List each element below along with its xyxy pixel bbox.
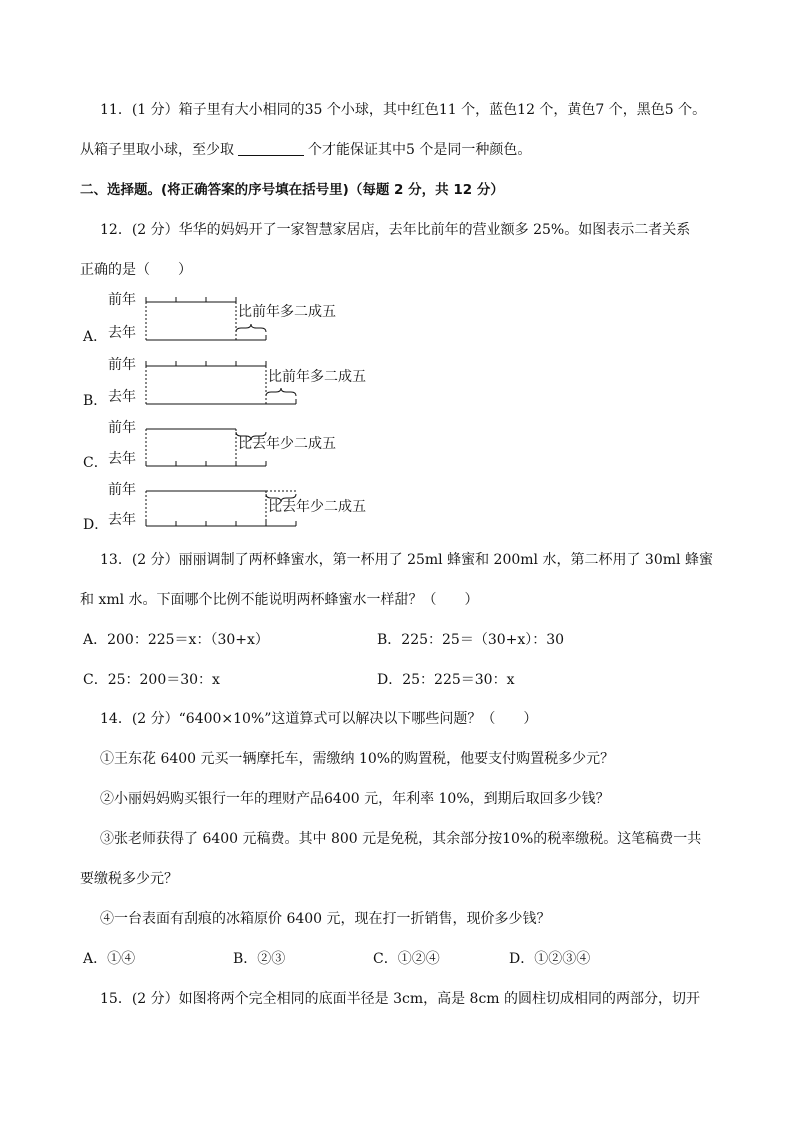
q12-option-b-note: 比前年多二成五 <box>268 369 366 385</box>
q13-line1: 13．(2 分）丽丽调制了两杯蜂蜜水，第一杯用了 25ml 蜂蜜和 200ml 水，第二杯用了 30ml 蜂蜜 <box>100 552 713 568</box>
q13-option-d[interactable]: D．25：225＝30：x <box>377 672 515 688</box>
q11-line2-end: 个才能保证其中5 个是同一种颜色。 <box>308 142 532 158</box>
q14-item2: ②小丽妈妈购买银行一年的理财产品6400 元，年利率 10%，到期后取回多少钱？ <box>100 791 610 807</box>
q11-line2-start: 从箱子里取小球，至少取 <box>80 142 234 158</box>
label-prior-year-d: 前年 <box>108 482 136 498</box>
q14-option-b[interactable]: B．②③ <box>233 951 286 967</box>
q12-option-a-note: 比前年多二成五 <box>238 304 336 320</box>
q13-line2: 和 xml 水。下面哪个比例不能说明两杯蜂蜜水一样甜？（ ） <box>80 592 479 608</box>
label-last-year-a: 去年 <box>108 325 136 341</box>
q11-line2 <box>80 141 531 159</box>
q14-line1: 14．(2 分）“6400×10%”这道算式可以解决以下哪些问题？（ ） <box>100 711 538 727</box>
label-prior-year-a: 前年 <box>108 292 136 308</box>
q14-option-d[interactable]: D．①②③④ <box>509 951 591 967</box>
q12-line1: 12．(2 分）华华的妈妈开了一家智慧家居店，去年比前年的营业额多 25%。如图表示二者关系 <box>100 222 691 238</box>
q14-item3-line1: ③张老师获得了 6400 元稿费。其中 800 元是免税，其余部分按10%的税率缴税。这笔稿费一共 <box>100 831 702 847</box>
q12-option-d-letter[interactable]: D． <box>83 517 109 533</box>
q14-option-c[interactable]: C．①②④ <box>373 951 440 967</box>
q13-option-a[interactable]: A．200：225＝x：（30+x） <box>83 632 269 648</box>
answer-blank[interactable] <box>238 141 304 156</box>
q13-option-c[interactable]: C．25：200＝30：x <box>83 672 220 688</box>
q12-line2: 正确的是（ ） <box>80 262 192 278</box>
label-last-year-d: 去年 <box>108 512 136 528</box>
q12-option-c-letter[interactable]: C． <box>83 455 108 471</box>
label-last-year-c: 去年 <box>108 451 136 467</box>
q14-item1: ①王东花 6400 元买一辆摩托车，需缴纳 10%的购置税，他要支付购置税多少元？ <box>100 751 615 767</box>
q14-option-a[interactable]: A．①④ <box>83 951 136 967</box>
q11-line1: 11．(1 分）箱子里有大小相同的35 个小球，其中红色11 个，蓝色12 个，黄色7 个，黑色5 个。 <box>100 102 707 118</box>
section-title: 二、选择题。(将正确答案的序号填在括号里)（每题 2 分，共 12 分） <box>80 182 504 198</box>
q13-option-b[interactable]: B．225：25＝（30+x）：30 <box>377 632 565 648</box>
q12-option-d-note: 比去年少二成五 <box>268 499 366 515</box>
label-last-year-b: 去年 <box>108 389 136 405</box>
label-prior-year-c: 前年 <box>108 420 136 436</box>
label-prior-year-b: 前年 <box>108 357 136 373</box>
q12-option-b-letter[interactable]: B． <box>83 393 108 409</box>
q12-option-a-letter[interactable]: A． <box>83 329 108 345</box>
q14-item3-line2: 要缴税多少元？ <box>80 871 178 887</box>
q12-option-c-note: 比去年少二成五 <box>238 436 336 452</box>
q15-line1: 15．(2 分）如图将两个完全相同的底面半径是 3cm，高是 8cm 的圆柱切成相同的两部分，切开 <box>100 991 701 1007</box>
q14-item4: ④一台表面有刮痕的冰箱原价 6400 元，现在打一折销售，现价多少钱？ <box>100 911 551 927</box>
